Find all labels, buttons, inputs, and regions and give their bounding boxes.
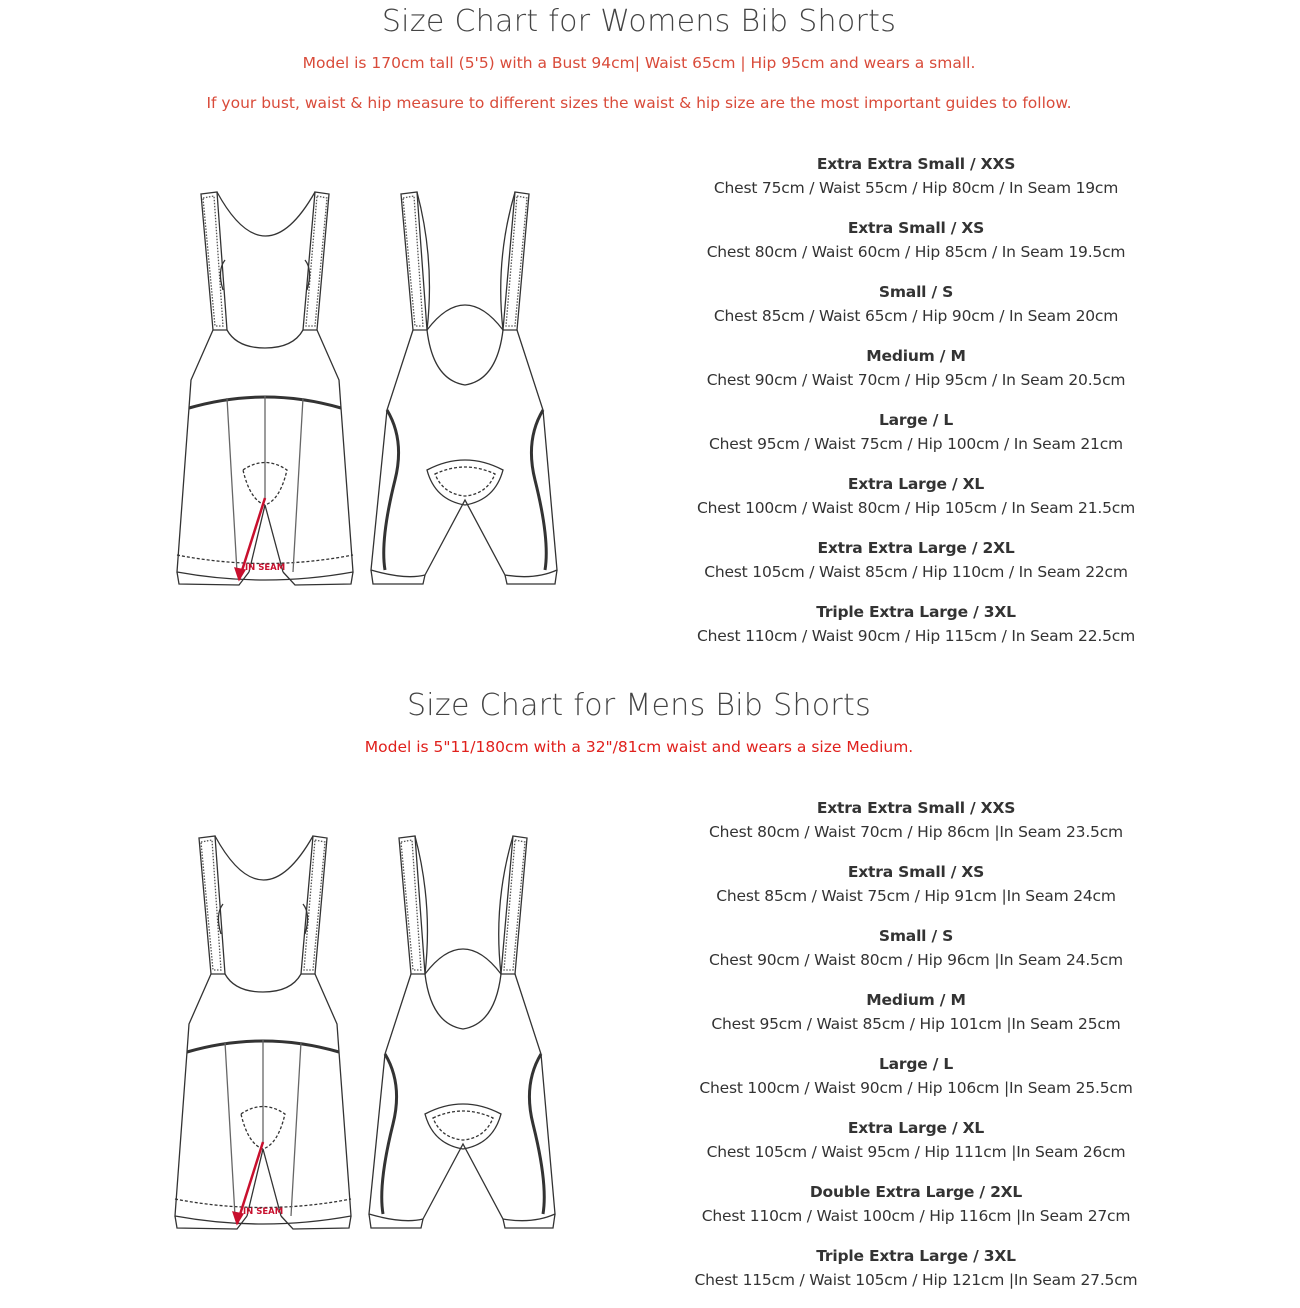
- size-measurements: Chest 110cm / Waist 90cm / Hip 115cm / In Seam 22.5cm: [697, 627, 1135, 645]
- size-name: Triple Extra Large / 3XL: [816, 603, 1016, 621]
- size-name: Extra Extra Large / 2XL: [817, 539, 1015, 557]
- size-measurements: Chest 100cm / Waist 90cm / Hip 106cm |In Seam 25.5cm: [699, 1079, 1133, 1097]
- size-name: Extra Small / XS: [847, 219, 985, 237]
- womens-model-note: Model is 170cm tall (5'5) with a Bust 94cm| Waist 65cm | Hip 95cm and wears a small.: [302, 54, 976, 72]
- size-entry: [666, 216, 1166, 280]
- size-name: Large / L: [878, 411, 954, 429]
- back-view-drawing: [371, 192, 557, 584]
- size-name: Medium / M: [866, 991, 966, 1009]
- size-entry: [666, 924, 1166, 988]
- size-entry: [666, 152, 1166, 216]
- womens-size-list: [666, 152, 1166, 664]
- size-name: Extra Extra Small / XXS: [816, 155, 1016, 173]
- size-entry: [666, 536, 1166, 600]
- size-entry: [666, 344, 1166, 408]
- size-entry: [666, 280, 1166, 344]
- size-name: Small / S: [878, 927, 954, 945]
- size-entry: [666, 988, 1166, 1052]
- size-measurements: Chest 90cm / Waist 70cm / Hip 95cm / In Seam 20.5cm: [706, 371, 1126, 389]
- size-name: Extra Small / XS: [847, 863, 985, 881]
- mens-title: Size Chart for Mens Bib Shorts: [406, 688, 872, 723]
- back-view-drawing: [369, 836, 555, 1228]
- size-entry: [666, 1052, 1166, 1116]
- front-view-drawing: [175, 836, 351, 1229]
- size-entry: [666, 408, 1166, 472]
- size-measurements: Chest 105cm / Waist 85cm / Hip 110cm / In Seam 22cm: [704, 563, 1128, 581]
- womens-title: Size Chart for Womens Bib Shorts: [381, 4, 897, 39]
- size-measurements: Chest 95cm / Waist 85cm / Hip 101cm |In Seam 25cm: [711, 1015, 1121, 1033]
- size-measurements: Chest 85cm / Waist 65cm / Hip 90cm / In Seam 20cm: [713, 307, 1119, 325]
- size-entry: [666, 1116, 1166, 1180]
- size-measurements: Chest 90cm / Waist 80cm / Hip 96cm |In Seam 24.5cm: [709, 951, 1123, 969]
- size-measurements: Chest 100cm / Waist 80cm / Hip 105cm / In Seam 21.5cm: [697, 499, 1135, 517]
- size-measurements: Chest 80cm / Waist 60cm / Hip 85cm / In Seam 19.5cm: [706, 243, 1126, 261]
- womens-inseam-label: IN SEAM: [245, 563, 286, 573]
- size-entry: [666, 600, 1166, 664]
- size-entry: [666, 796, 1166, 860]
- size-name: Extra Large / XL: [847, 1119, 985, 1137]
- size-measurements: Chest 95cm / Waist 75cm / Hip 100cm / In Seam 21cm: [709, 435, 1123, 453]
- size-name: Double Extra Large / 2XL: [809, 1183, 1023, 1201]
- size-measurements: Chest 75cm / Waist 55cm / Hip 80cm / In Seam 19cm: [713, 179, 1119, 197]
- size-entry: [666, 860, 1166, 924]
- size-entry: [666, 472, 1166, 536]
- size-name: Extra Extra Small / XXS: [816, 799, 1016, 817]
- womens-fit-note: If your bust, waist & hip measure to different sizes the waist & hip size are the most important guides to follow.: [206, 94, 1072, 112]
- front-view-drawing: [177, 192, 353, 585]
- size-measurements: Chest 110cm / Waist 100cm / Hip 116cm |In Seam 27cm: [701, 1207, 1131, 1225]
- size-measurements: Chest 80cm / Waist 70cm / Hip 86cm |In Seam 23.5cm: [709, 823, 1123, 841]
- mens-bib-illustration: [163, 824, 583, 1244]
- size-name: Large / L: [878, 1055, 954, 1073]
- size-name: Small / S: [878, 283, 954, 301]
- size-measurements: Chest 115cm / Waist 105cm / Hip 121cm |In Seam 27.5cm: [694, 1271, 1138, 1289]
- size-name: Medium / M: [866, 347, 966, 365]
- size-measurements: Chest 105cm / Waist 95cm / Hip 111cm |In Seam 26cm: [706, 1143, 1126, 1161]
- mens-inseam-label: IN SEAM: [243, 1207, 284, 1217]
- size-entry: [666, 1244, 1166, 1308]
- womens-bib-illustration: [165, 180, 585, 600]
- size-name: Extra Large / XL: [847, 475, 985, 493]
- mens-size-list: [666, 796, 1166, 1308]
- size-name: Triple Extra Large / 3XL: [816, 1247, 1016, 1265]
- size-measurements: Chest 85cm / Waist 75cm / Hip 91cm |In Seam 24cm: [716, 887, 1116, 905]
- mens-model-note: Model is 5"11/180cm with a 32"/81cm waist and wears a size Medium.: [364, 738, 914, 756]
- size-entry: [666, 1180, 1166, 1244]
